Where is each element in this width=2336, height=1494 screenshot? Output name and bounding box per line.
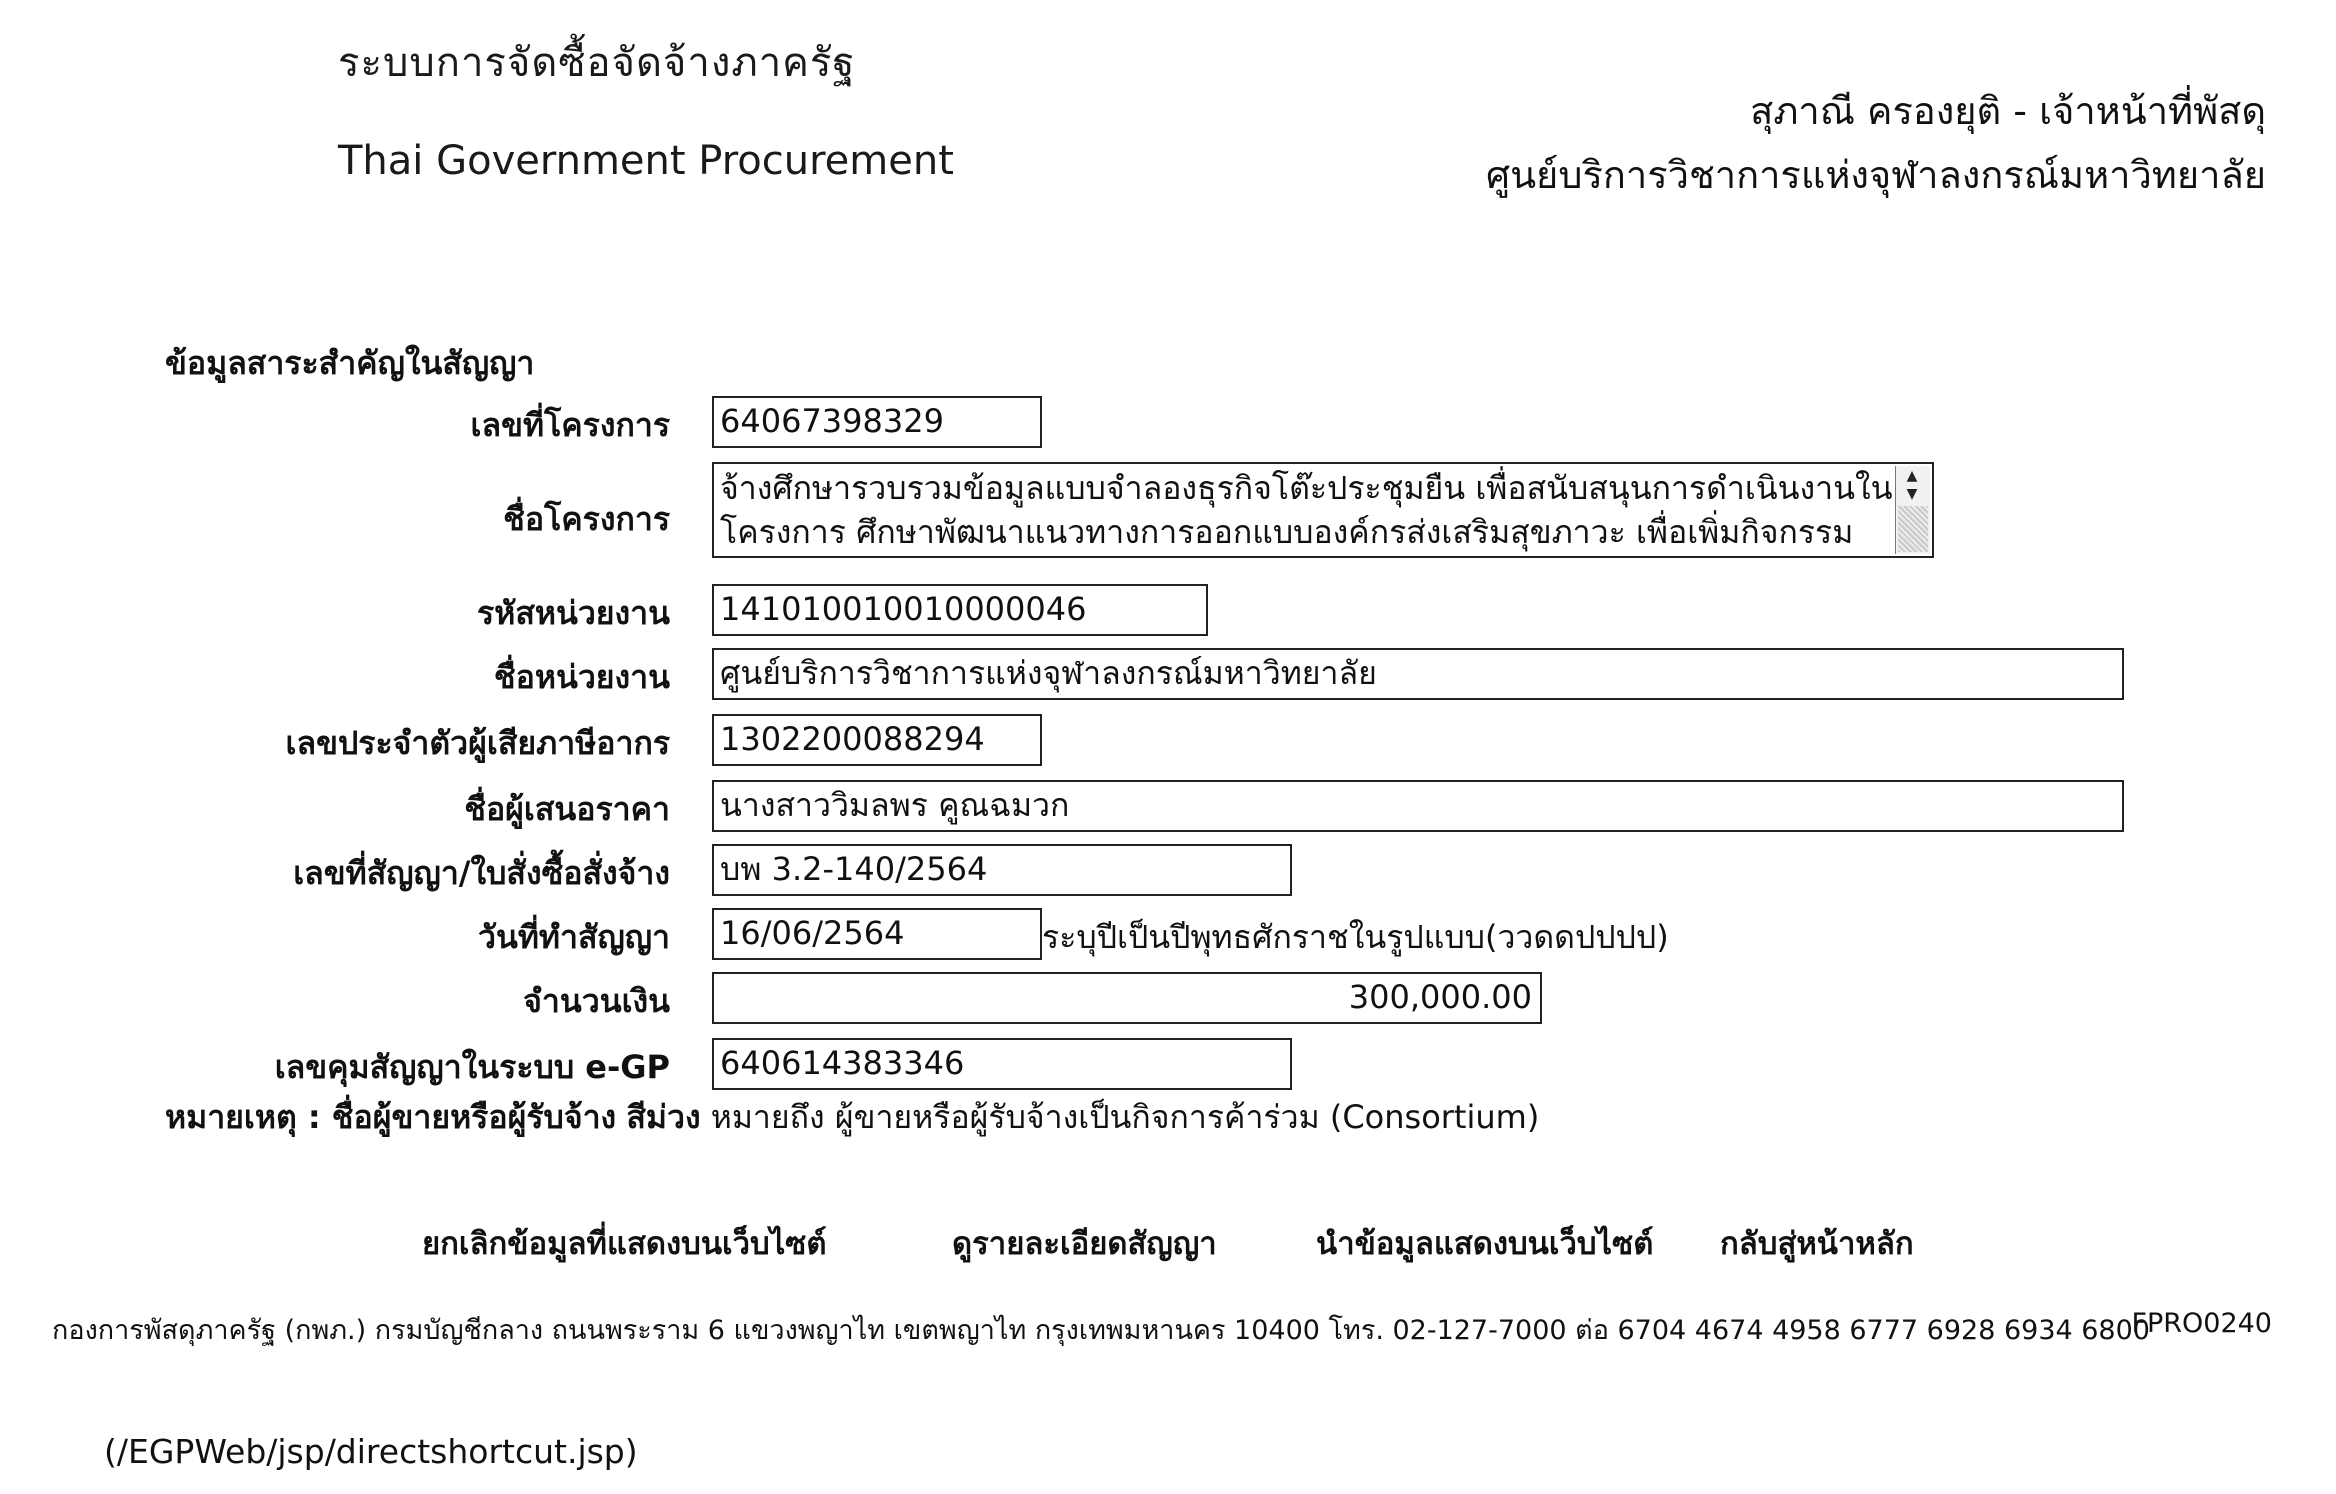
view-contract-link[interactable]: ดูรายละเอียดสัญญา <box>952 1226 1217 1262</box>
agency-name-field[interactable]: ศูนย์บริการวิชาการแห่งจุฬาลงกรณ์มหาวิทยาลัย <box>712 648 2124 700</box>
contract-no-field[interactable]: บพ 3.2-140/2564 <box>712 844 1292 896</box>
amount-field[interactable]: 300,000.00 <box>712 972 1542 1024</box>
system-title-en: Thai Government Procurement <box>338 138 954 184</box>
date-format-hint: ระบุปีเป็นปีพุทธศักราชในรูปแบบ(ววดดปปปป) <box>1042 918 1669 956</box>
textarea-scrollbar[interactable] <box>1895 466 1930 554</box>
cancel-display-link[interactable]: ยกเลิกข้อมูลที่แสดงบนเว็บไซต์ <box>422 1226 827 1262</box>
agency-code-label: รหัสหน่วยงาน <box>477 594 670 632</box>
publish-link[interactable]: นำข้อมูลแสดงบนเว็บไซต์ <box>1316 1226 1654 1262</box>
tax-id-field[interactable]: 1302200088294 <box>712 714 1042 766</box>
scroll-track[interactable] <box>1898 506 1928 552</box>
scroll-down-icon[interactable]: ▼ <box>1906 486 1918 502</box>
remark-prefix: หมายเหตุ : ชื่อผู้ขายหรือผู้รับจ้าง <box>165 1098 617 1136</box>
egp-control-no-field[interactable]: 640614383346 <box>712 1038 1292 1090</box>
project-name-textarea[interactable] <box>712 462 1934 558</box>
tax-id-label: เลขประจำตัวผู้เสียภาษีอากร <box>285 724 670 762</box>
amount-label: จำนวนเงิน <box>523 982 670 1020</box>
remark-suffix: หมายถึง ผู้ขายหรือผู้รับจ้างเป็นกิจการค้าร่วม (Consortium) <box>710 1098 1540 1136</box>
agency-name-label: ชื่อหน่วยงาน <box>493 658 670 696</box>
agency-code-field[interactable]: 141010010010000046 <box>712 584 1208 636</box>
organization-name: ศูนย์บริการวิชาการแห่งจุฬาลงกรณ์มหาวิทยาลัย <box>1485 153 2266 197</box>
contract-no-label: เลขที่สัญญา/ใบสั่งซื้อสั่งจ้าง <box>293 854 670 892</box>
project-name-line2: โครงการ ศึกษาพัฒนาแนวทางการออกแบบองค์กรส่งเสริมสุขภาวะ เพื่อเพิ่มกิจกรรม <box>720 513 1854 551</box>
bidder-name-field[interactable]: นางสาววิมลพร คูณฉมวก <box>712 780 2124 832</box>
project-no-field[interactable]: 64067398329 <box>712 396 1042 448</box>
contract-date-field[interactable]: 16/06/2564 <box>712 908 1042 960</box>
section-title: ข้อมูลสาระสำคัญในสัญญา <box>165 344 535 382</box>
system-title-th: ระบบการจัดซื้อจัดจ้างภาครัฐ <box>338 40 856 86</box>
screen-code: FPRO0240 <box>2131 1308 2272 1339</box>
page-url: (/EGPWeb/jsp/directshortcut.jsp) <box>104 1432 638 1471</box>
remark-color-word: สีม่วง <box>626 1098 701 1136</box>
consortium-remark <box>165 1092 1539 1143</box>
back-home-link[interactable]: กลับสู่หน้าหลัก <box>1720 1226 1914 1262</box>
bidder-name-label: ชื่อผู้เสนอราคา <box>464 790 670 828</box>
project-name-label: ชื่อโครงการ <box>503 500 670 538</box>
user-info: สุภาณี ครองยุติ - เจ้าหน้าที่พัสดุ <box>1750 89 2266 133</box>
footer-address: กองการพัสดุภาครัฐ (กพภ.) กรมบัญชีกลาง ถนนพระราม 6 แขวงพญาไท เขตพญาไท กรุงเทพมหานคร 10400 โทร. 02-127-7000 ต่อ 6704 4674 4958 6777 6928 6934 6800 <box>52 1315 2150 1346</box>
egp-control-no-label: เลขคุมสัญญาในระบบ e-GP <box>274 1048 670 1086</box>
project-no-label: เลขที่โครงการ <box>470 406 670 444</box>
project-name-line1: จ้างศึกษารวบรวมข้อมูลแบบจำลองธุรกิจโต๊ะประชุมยืน เพื่อสนับสนุนการดำเนินงานใน <box>720 469 1893 507</box>
scroll-up-icon[interactable]: ▲ <box>1906 468 1918 484</box>
contract-date-label: วันที่ทำสัญญา <box>477 918 670 956</box>
